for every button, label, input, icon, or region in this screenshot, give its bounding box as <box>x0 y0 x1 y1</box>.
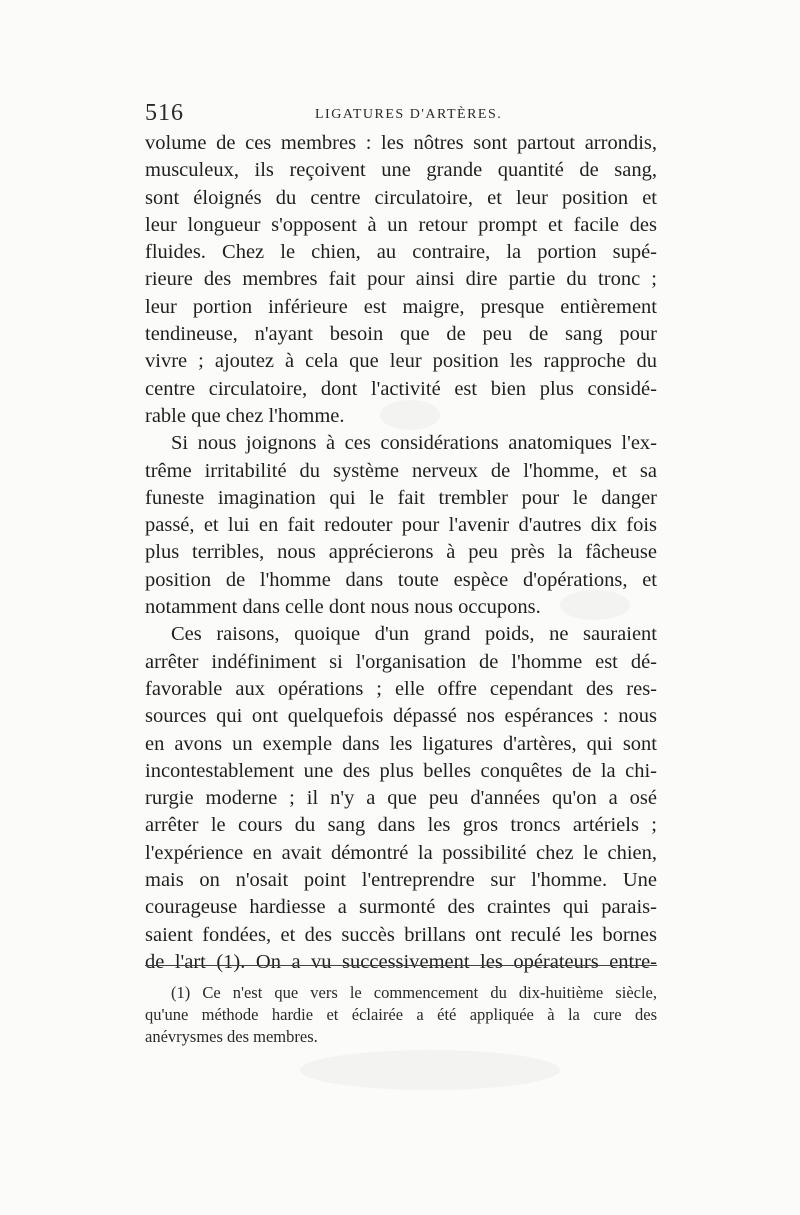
text-line: leur longueur s'opposent à un retour prompt et facile des <box>145 213 657 236</box>
footnote-divider <box>145 965 657 966</box>
page-header <box>145 100 665 130</box>
text-line: funeste imagination qui le fait trembler pour le danger <box>145 486 657 509</box>
text-line: en avons un exemple dans les ligatures d'artères, qui sont <box>145 732 657 755</box>
text-line: rieure des membres fait pour ainsi dire partie du tronc ; <box>145 268 657 291</box>
text-line: rable que chez l'homme. <box>145 404 345 427</box>
text-line: saient fondées, et des succès brillans ont reculé les bornes <box>145 923 657 946</box>
text-line: mais on n'osait point l'entreprendre sur l'homme. Une <box>145 869 657 892</box>
text-line: passé, et lui en fait redouter pour l'avenir d'autres dix fois <box>145 514 657 537</box>
text-line: plus terribles, nous apprécierons à peu près la fâcheuse <box>145 541 657 564</box>
text-line: courageuse hardiesse a surmonté des craintes qui parais- <box>145 896 657 919</box>
page-number: 516 <box>145 100 184 126</box>
bleed-through-mark <box>300 1050 560 1090</box>
text-line: favorable aux opérations ; elle offre cependant des res- <box>145 677 657 700</box>
footnote-line: anévrysmes des membres. <box>145 1027 318 1046</box>
text-line: position de l'homme dans toute espèce d'opérations, et <box>145 568 657 591</box>
footnote <box>145 982 657 1048</box>
text-line: arrêter indéfiniment si l'organisation de l'homme est dé- <box>145 650 657 673</box>
text-line: volume de ces membres : les nôtres sont partout arrondis, <box>145 132 657 154</box>
text-line: notamment dans celle dont nous nous occupons. <box>145 596 541 619</box>
text-line: fluides. Chez le chien, au contraire, la portion supé- <box>145 241 657 264</box>
text-line: vivre ; ajoutez à cela que leur position les rapproche du <box>145 350 657 373</box>
body-text <box>145 130 657 976</box>
text-line: de l'art (1). On a vu successivement les opérateurs entre- <box>145 950 657 973</box>
footnote-line: qu'une méthode hardie et éclairée a été appliquée à la cure des <box>145 1005 657 1024</box>
text-line: Si nous joignons à ces considérations anatomiques l'ex- <box>171 432 657 455</box>
text-line: incontestablement une des plus belles conquêtes de la chi- <box>145 759 657 782</box>
text-line: Ces raisons, quoique d'un grand poids, ne sauraient <box>171 623 657 646</box>
text-line: sources qui ont quelquefois dépassé nos espérances : nous <box>145 705 657 728</box>
text-line: musculeux, ils reçoivent une grande quantité de sang, <box>145 159 657 182</box>
text-line: tendineuse, n'ayant besoin que de peu de sang pour <box>145 323 657 346</box>
text-line: rurgie moderne ; il n'y a que peu d'années qu'on a osé <box>145 787 657 810</box>
footnote-line: (1) Ce n'est que vers le commencement du dix-huitième siècle, <box>171 983 657 1002</box>
text-line: l'expérience en avait démontré la possibilité chez le chien, <box>145 841 657 864</box>
text-line: arrêter le cours du sang dans les gros troncs artériels ; <box>145 814 657 837</box>
running-title: LIGATURES D'ARTÈRES. <box>315 107 503 122</box>
text-line: centre circulatoire, dont l'activité est bien plus considé- <box>145 377 657 400</box>
text-line: leur portion inférieure est maigre, presque entièrement <box>145 295 657 318</box>
text-line: trême irritabilité du système nerveux de l'homme, et sa <box>145 459 657 482</box>
text-line: sont éloignés du centre circulatoire, et leur position et <box>145 186 657 209</box>
